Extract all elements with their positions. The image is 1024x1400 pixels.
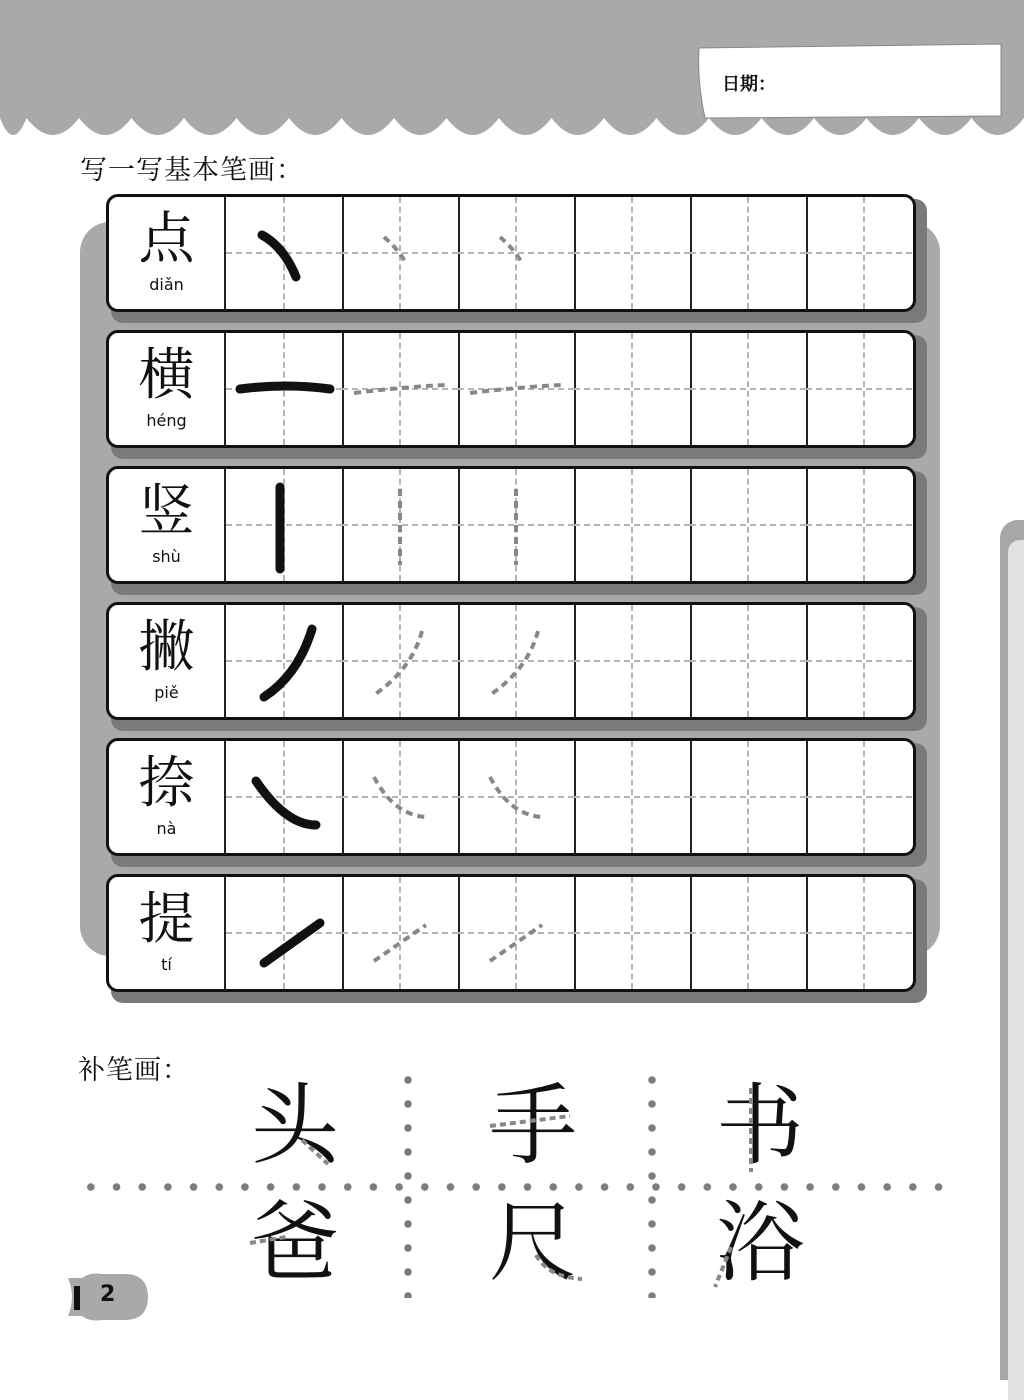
- stroke-pinyin: piě: [154, 683, 179, 702]
- row-box: [106, 738, 916, 856]
- practice-cell[interactable]: [690, 469, 808, 581]
- stroke-pinyin: tí: [161, 955, 172, 974]
- dotted-divider-horizontal: [78, 1183, 948, 1191]
- stroke-label-cell: [109, 333, 226, 445]
- trace-stroke: [384, 237, 406, 263]
- trace-stroke: [374, 777, 426, 817]
- model-stroke-cell: [226, 605, 344, 717]
- trace-stroke: [470, 385, 562, 393]
- practice-cell[interactable]: [574, 877, 692, 989]
- page-number: 2: [100, 1282, 116, 1307]
- completion-char-6: 浴: [715, 1191, 804, 1294]
- stroke-name-char: 点: [138, 207, 195, 272]
- practice-cell[interactable]: [806, 605, 916, 717]
- trace-stroke-cell: [342, 741, 460, 853]
- practice-cell[interactable]: [574, 197, 692, 309]
- model-stroke: [262, 235, 296, 277]
- trace-stroke: [374, 925, 426, 961]
- stroke-name-char: 撇: [138, 615, 195, 680]
- trace-stroke-cell: [458, 605, 576, 717]
- stroke-label-cell: [109, 605, 226, 717]
- trace-stroke: [490, 925, 542, 961]
- stroke-row: [106, 602, 922, 726]
- completion-char-1: 头: [250, 1074, 339, 1177]
- model-stroke: [264, 629, 312, 697]
- dotted-divider-vertical-2: [648, 1068, 656, 1298]
- trace-stroke-cell: [458, 469, 576, 581]
- stroke-label-cell: [109, 469, 226, 581]
- trace-stroke-cell: [458, 333, 576, 445]
- dotted-divider-vertical-1: [404, 1068, 412, 1298]
- section-title-basic-strokes: 写一写基本笔画：: [80, 155, 304, 186]
- trace-stroke-cell: [458, 877, 576, 989]
- model-stroke: [264, 923, 320, 963]
- model-stroke: [240, 386, 330, 389]
- stroke-pinyin: nà: [156, 819, 177, 838]
- row-box: [106, 602, 916, 720]
- date-label: 日期：: [722, 74, 776, 95]
- practice-cell[interactable]: [574, 741, 692, 853]
- practice-cell[interactable]: [690, 877, 808, 989]
- stroke-row: [106, 738, 922, 862]
- trace-stroke: [354, 385, 446, 393]
- trace-stroke-cell: [458, 741, 576, 853]
- completion-char-5: 尺: [478, 1195, 588, 1295]
- row-box: [106, 874, 916, 992]
- trace-stroke-cell: [342, 605, 460, 717]
- trace-stroke-cell: [342, 877, 460, 989]
- stroke-label-cell: [109, 877, 226, 989]
- trace-stroke: [374, 631, 422, 695]
- practice-cell[interactable]: [574, 333, 692, 445]
- practice-cell[interactable]: [690, 741, 808, 853]
- stroke-name-char: 横: [138, 343, 195, 408]
- stroke-pinyin: héng: [146, 411, 187, 430]
- row-box: [106, 194, 916, 312]
- stroke-name-char: 提: [138, 887, 195, 952]
- section-title-complete-strokes: 补笔画：: [78, 1055, 190, 1086]
- trace-stroke: [500, 237, 522, 263]
- practice-cell[interactable]: [574, 469, 692, 581]
- stroke-label-cell: [109, 741, 226, 853]
- completion-char-3: 书: [715, 1074, 804, 1177]
- practice-cell[interactable]: [806, 197, 916, 309]
- stroke-row: [106, 466, 922, 590]
- model-stroke: [256, 781, 316, 825]
- practice-cell[interactable]: [690, 333, 808, 445]
- row-box: [106, 330, 916, 448]
- practice-cell[interactable]: [806, 877, 916, 989]
- trace-stroke: [490, 631, 538, 695]
- trace-stroke-cell: [458, 197, 576, 309]
- completion-char-4: 爸: [250, 1191, 339, 1294]
- model-stroke-cell: [226, 877, 344, 989]
- practice-cell[interactable]: [806, 469, 916, 581]
- practice-cell[interactable]: [574, 605, 692, 717]
- model-stroke-cell: [226, 333, 344, 445]
- row-box: [106, 466, 916, 584]
- practice-cell[interactable]: [690, 605, 808, 717]
- practice-cell[interactable]: [806, 333, 916, 445]
- model-stroke-cell: [226, 197, 344, 309]
- page-edge-tab: [1000, 520, 1024, 1380]
- model-stroke-cell: [226, 469, 344, 581]
- stroke-pinyin: shù: [152, 547, 181, 566]
- trace-stroke-cell: [342, 469, 460, 581]
- trace-stroke-cell: [342, 333, 460, 445]
- stroke-row: [106, 330, 922, 454]
- stroke-row: [106, 874, 922, 998]
- practice-cell[interactable]: [690, 197, 808, 309]
- stroke-label-cell: [109, 197, 226, 309]
- trace-stroke-cell: [342, 197, 460, 309]
- stroke-name-char: 竖: [138, 479, 195, 544]
- completion-char-2: 手: [488, 1074, 577, 1177]
- trace-stroke: [490, 777, 542, 817]
- model-stroke-cell: [226, 741, 344, 853]
- stroke-row: [106, 194, 922, 318]
- practice-cell[interactable]: [806, 741, 916, 853]
- stroke-pinyin: diǎn: [149, 275, 184, 294]
- stroke-name-char: 捺: [138, 751, 195, 816]
